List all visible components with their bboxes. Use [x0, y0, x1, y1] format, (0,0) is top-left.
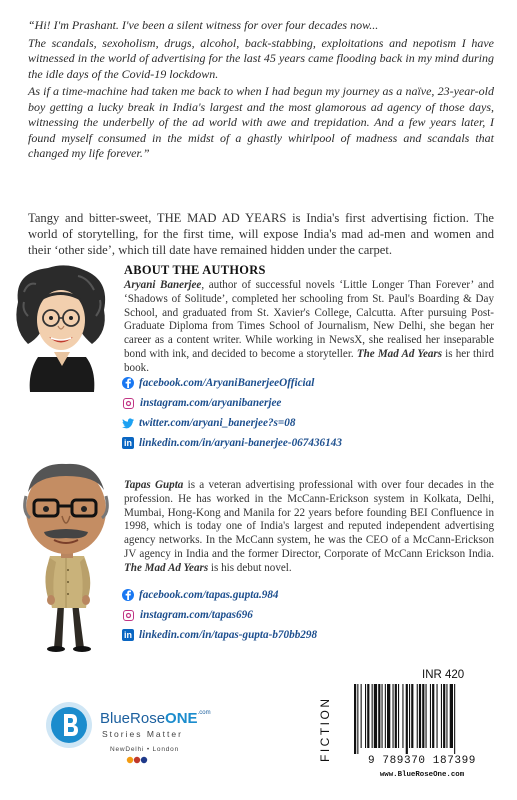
- author1-bio-end: is her third book.: [124, 347, 494, 374]
- author1-name: Aryani Banerjee: [124, 279, 202, 291]
- barcode-bar: [411, 684, 413, 748]
- barcode-bar: [354, 684, 356, 754]
- author1-facebook-text: facebook.com/AryaniBanerjeeOfficial: [139, 377, 315, 389]
- barcode-bar: [409, 684, 410, 748]
- author1-twitter-link[interactable]: [122, 413, 342, 433]
- instagram-icon: [123, 610, 134, 621]
- barcode-bar: [402, 684, 403, 748]
- author2-facebook-link[interactable]: [122, 585, 317, 605]
- barcode-bar: [406, 684, 408, 754]
- barcode-bar: [387, 684, 390, 748]
- barcode-bar: [419, 684, 421, 748]
- quote-paragraph-3: As if a time-machine had taken me back to when I had begun my journey as a naïve, 23-year-old boy getting a lucky break in India's largest and the most glamorous ad agency of those days, witnessing the underbelly of the ad world with awe and trepidation. And a few years later, I found myself consumed in the midst of a ghastly whirlpool of madness and scandals that changed my life forever.”: [28, 84, 494, 160]
- instagram-icon: [123, 398, 134, 409]
- quote-paragraph-1: “Hi! I'm Prashant. I've been a silent witness for over four decades now...: [28, 18, 379, 32]
- back-cover-quote: [28, 18, 494, 164]
- barcode-bar: [426, 684, 427, 748]
- barcode-bar: [382, 684, 383, 748]
- barcode-bar: [422, 684, 424, 748]
- flag-icons: [126, 756, 148, 764]
- publisher-name-bluerose: BlueRose: [100, 710, 166, 727]
- author1-facebook-link[interactable]: [122, 373, 342, 393]
- barcode-bar: [361, 684, 362, 748]
- barcode-bar: [454, 684, 455, 754]
- author1-bio: [124, 279, 494, 376]
- linkedin-icon: in: [124, 438, 132, 448]
- publisher-website: www.BlueRoseOne.com: [379, 771, 465, 779]
- bluerose-emblem-icon: [44, 700, 94, 750]
- tapas-gupta-caricature: [4, 452, 124, 652]
- barcode-bar: [450, 684, 453, 748]
- author2-instagram-text: instagram.com/tapas696: [140, 609, 253, 621]
- barcode-bar: [446, 684, 447, 748]
- barcode-bar: [417, 684, 418, 748]
- author1-linkedin-text: linkedin.com/in/aryani-banerjee-067436143: [139, 437, 342, 449]
- author1-bio-text: , author of successful novels ‘Little Longer Than Forever’ and ‘Shadows of Solitude’, completed her schooling from St. Paul's Boarding & Day School, and graduated from St. Xavier's College, Calcutta. After pursuing Post-Graduate Diploma from Times School of Journalism, New Delhi, she began her career as a content writer. While working in NewsX, she realised her inseparable bond with ink, and decided to become a storyteller.: [124, 279, 494, 360]
- barcode-bar: [393, 684, 394, 748]
- twitter-icon: [122, 417, 134, 429]
- barcode-bar: [372, 684, 373, 748]
- facebook-icon: [122, 589, 134, 601]
- barcode-bar: [443, 684, 445, 748]
- barcode-bar: [378, 684, 380, 748]
- publisher-tagline: Stories Matter: [102, 729, 183, 739]
- barcode-bar: [365, 684, 366, 748]
- isbn-barcode: [352, 684, 490, 754]
- publisher-dotcom: .com: [197, 710, 211, 716]
- publisher-logo: [44, 700, 244, 770]
- genre-label: FICTION: [318, 696, 332, 762]
- book-blurb: [28, 210, 494, 258]
- author2-name: Tapas Gupta: [124, 479, 184, 491]
- barcode-bar: [357, 684, 358, 754]
- barcode-bar: [395, 684, 397, 748]
- barcode-bar: [367, 684, 369, 748]
- author2-book-title: The Mad Ad Years: [124, 561, 209, 574]
- author1-twitter-text: twitter.com/aryani_banerjee?s=08: [139, 417, 296, 429]
- author2-facebook-text: facebook.com/tapas.gupta.984: [139, 589, 279, 601]
- author1-instagram-text: instagram.com/aryanibanerjee: [140, 397, 282, 409]
- author1-social-links: [122, 373, 342, 453]
- publisher-name: [100, 710, 211, 727]
- about-the-authors-heading: ABOUT THE AUTHORS: [124, 263, 266, 277]
- isbn-number: 9 789370 187399: [367, 755, 477, 767]
- author1-linkedin-link[interactable]: [122, 433, 342, 453]
- author2-social-links: [122, 585, 317, 645]
- quote-paragraph-2: The scandals, sexoholism, drugs, alcohol, back-stabbing, exploitations and nepotism I have witnessed in the world of advertising for the last 45 years came flooding back in my mind during the idle days of the Covid-19 lockdown.: [28, 35, 494, 81]
- publisher-cities: NewDelhi • London: [110, 746, 179, 753]
- barcode-bar: [430, 684, 431, 748]
- author2-bio-end: is his debut novel.: [208, 561, 292, 574]
- barcode-bar: [432, 684, 434, 748]
- barcode-bar: [437, 684, 438, 748]
- barcode-bar: [398, 684, 399, 748]
- author2-bio: [124, 479, 494, 576]
- author2-instagram-link[interactable]: [122, 605, 317, 625]
- price-label: INR 420: [422, 669, 465, 681]
- author1-instagram-link[interactable]: [122, 393, 342, 413]
- author1-book-title: The Mad Ad Years: [356, 347, 443, 360]
- author2-linkedin-text: linkedin.com/in/tapas-gupta-b70bb298: [139, 629, 318, 641]
- linkedin-icon: in: [124, 630, 132, 640]
- blurb-text: Tangy and bitter-sweet, THE MAD AD YEARS is India's first advertising fiction. The world of storytelling, for the first time, will expose India's mad ad-men and women and their ‘other side’, which till date have remained hidden under the carpet.: [28, 211, 494, 257]
- aryani-banerjee-caricature: [8, 262, 114, 392]
- author2-bio-text: is a veteran advertising professional with over four decades in the profession. He has worked in the McCann-Erickson system in Kolkata, Delhi, Mumbai, Hong-Kong and Manila for 22 years before founding BEI Confluence in 1998, which is today one of India's largest and reputed independent advertising agency networks. In the McCann system, he was the CEO of a McCann-Erickson JV agency in India and the former Director, Corporate of McCann Erickson India.: [124, 479, 494, 560]
- author2-linkedin-link[interactable]: [122, 625, 317, 645]
- barcode-bar: [385, 684, 386, 748]
- facebook-icon: [122, 377, 134, 389]
- publisher-name-one: ONE: [165, 710, 198, 727]
- barcode-bar: [374, 684, 377, 748]
- barcode-bar: [441, 684, 442, 748]
